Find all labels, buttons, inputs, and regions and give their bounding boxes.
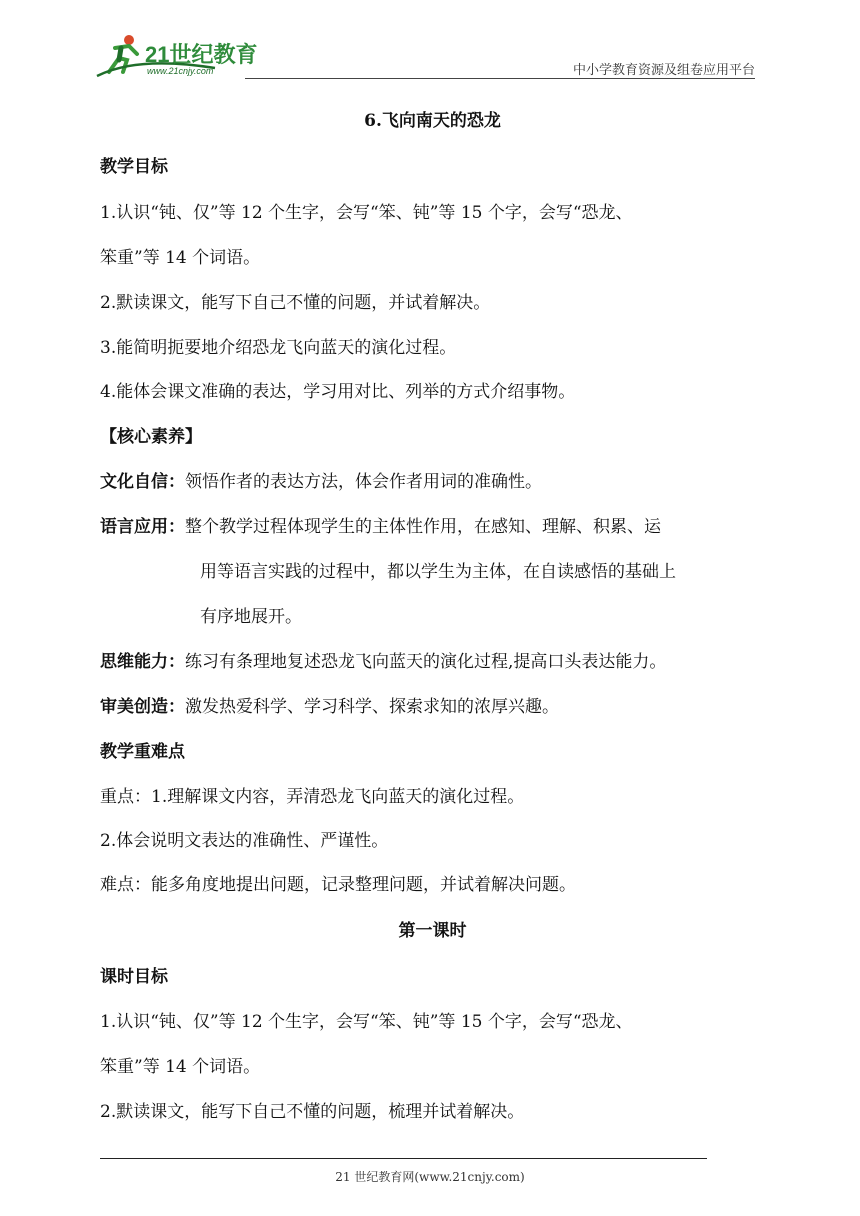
logo-text: 21世纪教育 [145, 42, 258, 67]
lesson-goal-2: 2.默读课文，能写下自己不懂的问题，梳理并试着解决。 [100, 1102, 525, 1122]
lesson-goal-1-line-1: 1.认识“钝、仅”等 12 个生字，会写“笨、钝”等 15 个字，会写“恐龙、 [100, 1012, 633, 1032]
header-rule [245, 78, 755, 79]
difficulty: 难点：能多角度地提出问题，记录整理问题，并试着解决问题。 [100, 875, 576, 895]
goal-3: 3.能简明扼要地介绍恐龙飞向蓝天的演化过程。 [100, 338, 457, 358]
heading-lesson-goals: 课时目标 [100, 967, 168, 987]
footer-text: 21 世纪教育网(www.21cnjy.com) [335, 1170, 525, 1184]
core-language-text-2: 用等语言实践的过程中，都以学生为主体，在自读感悟的基础上 [200, 562, 676, 582]
goal-1-line-1: 1.认识“钝、仅”等 12 个生字，会写“笨、钝”等 15 个字，会写“恐龙、 [100, 203, 633, 223]
core-aesthetic-text: 激发热爱科学、学习科学、探索求知的浓厚兴趣。 [185, 697, 559, 717]
core-culture [100, 470, 542, 494]
key-point-1: 重点：1.理解课文内容，弄清恐龙飞向蓝天的演化过程。 [100, 787, 525, 807]
heading-teaching-goals: 教学目标 [100, 157, 168, 177]
goal-1-line-2: 笨重”等 14 个词语。 [100, 248, 261, 268]
core-culture-label: 文化自信： [100, 472, 185, 492]
core-thinking-label: 思维能力： [100, 652, 185, 672]
logo-url: www.21cnjy.com [147, 66, 214, 76]
core-language-text-3: 有序地展开。 [200, 607, 302, 627]
lesson-title: 第一课时 [398, 921, 467, 941]
core-aesthetic-label: 审美创造： [100, 697, 185, 717]
core-thinking-text: 练习有条理地复述恐龙飞向蓝天的演化过程,提高口头表达能力。 [185, 652, 667, 672]
heading-key-points: 教学重难点 [100, 742, 185, 762]
core-aesthetic [100, 695, 559, 719]
platform-name: 中小学教育资源及组卷应用平台 [572, 63, 755, 78]
goal-4: 4.能体会课文准确的表达，学习用对比、列举的方式介绍事物。 [100, 382, 576, 402]
core-language-label: 语言应用： [100, 517, 185, 537]
key-point-2: 2.体会说明文表达的准确性、严谨性。 [100, 831, 389, 851]
core-language [100, 515, 661, 539]
doc-title: 6.飞向南天的恐龙 [364, 111, 501, 131]
page-header [95, 32, 755, 78]
goal-2: 2.默读课文，能写下自己不懂的问题，并试着解决。 [100, 293, 491, 313]
logo [95, 32, 265, 78]
lesson-goal-1-line-2: 笨重”等 14 个词语。 [100, 1057, 261, 1077]
core-thinking [100, 650, 666, 674]
heading-core-literacy: 【核心素养】 [100, 427, 202, 447]
footer-rule [100, 1158, 707, 1159]
core-culture-text: 领悟作者的表达方法，体会作者用词的准确性。 [185, 472, 542, 492]
core-language-text-1: 整个教学过程体现学生的主体性作用，在感知、理解、积累、运 [185, 517, 661, 537]
